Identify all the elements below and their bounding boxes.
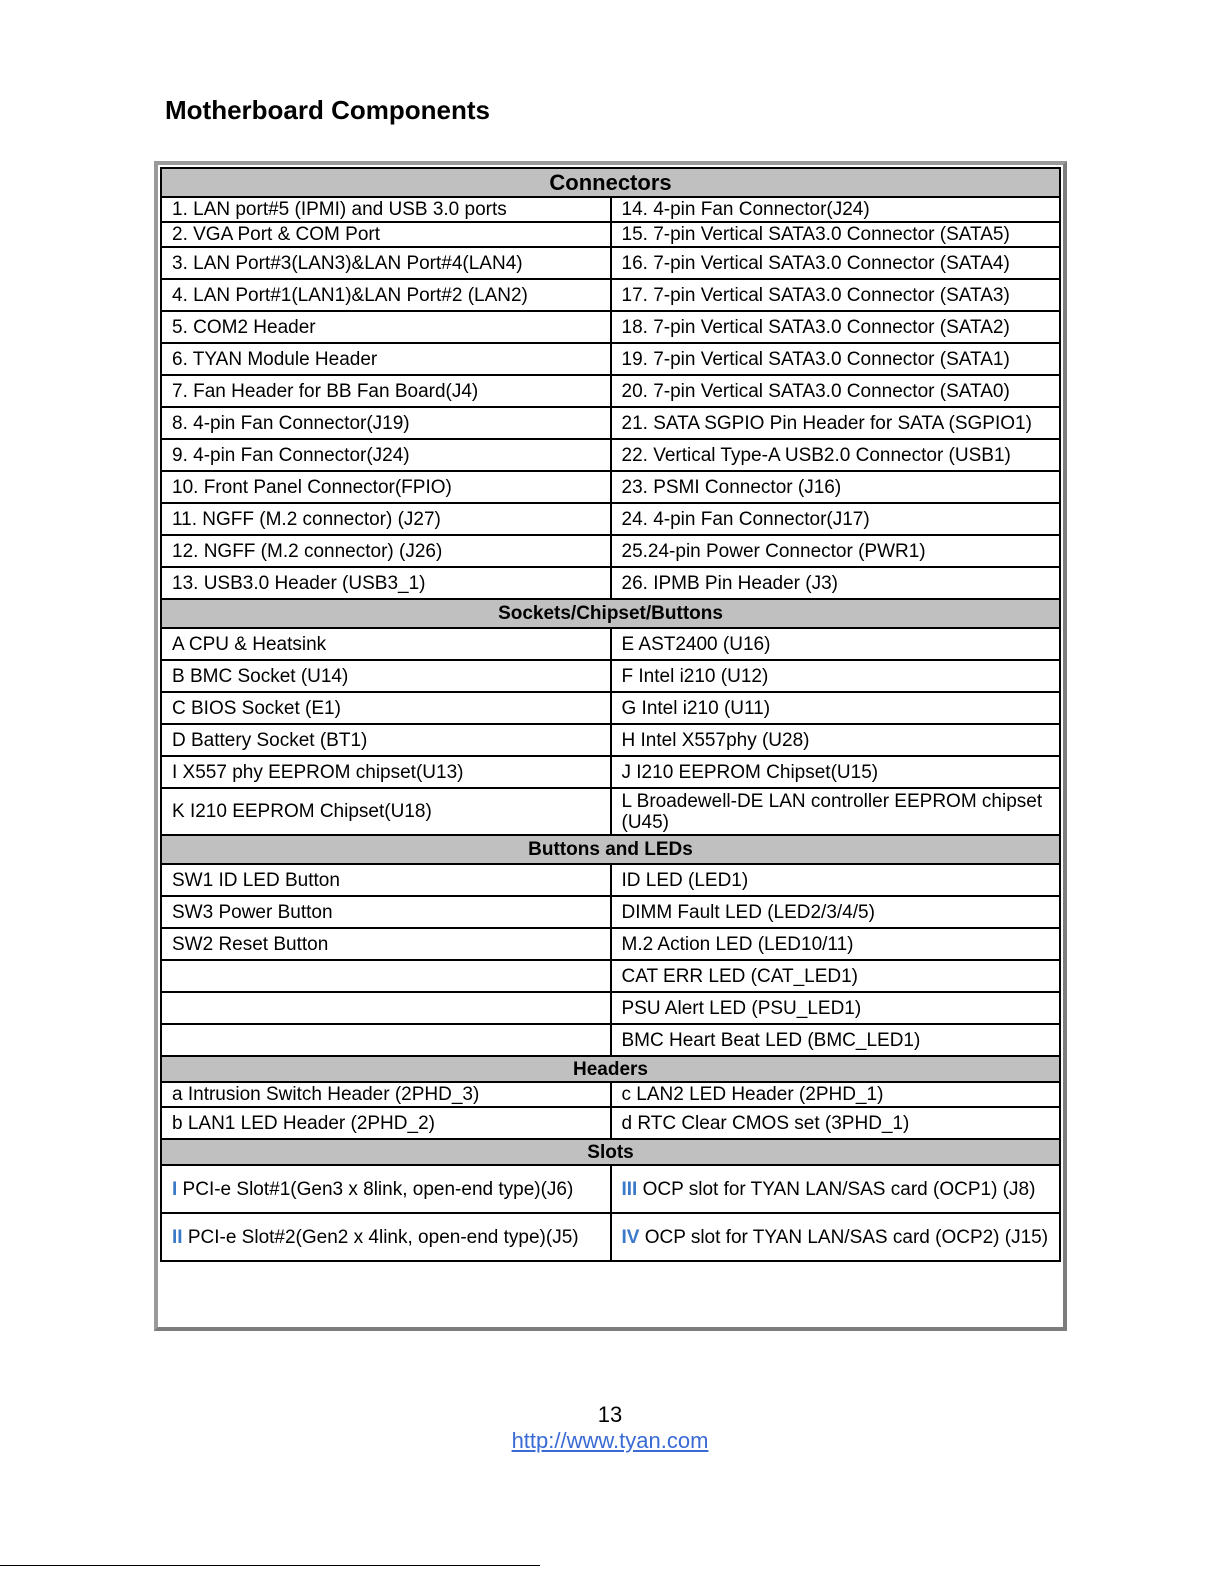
section-header-row bbox=[161, 835, 1060, 864]
table-cell: 22. Vertical Type-A USB2.0 Connector (USB1) bbox=[611, 439, 1061, 471]
table-cell bbox=[161, 1213, 611, 1261]
table-row bbox=[161, 311, 1060, 343]
table-row bbox=[161, 660, 1060, 692]
table-row bbox=[161, 375, 1060, 407]
table-cell: 13. USB3.0 Header (USB3_1) bbox=[161, 567, 611, 599]
table-cell: 21. SATA SGPIO Pin Header for SATA (SGPIO1) bbox=[611, 407, 1061, 439]
table-row bbox=[161, 535, 1060, 567]
table-cell bbox=[611, 1213, 1061, 1261]
table-cell bbox=[161, 992, 611, 1024]
tyan-website-link[interactable]: http://www.tyan.com bbox=[511, 1428, 709, 1453]
table-cell: 14. 4-pin Fan Connector(J24) bbox=[611, 197, 1061, 222]
table-cell: A CPU & Heatsink bbox=[161, 628, 611, 660]
table-cell: 19. 7-pin Vertical SATA3.0 Connector (SATA1) bbox=[611, 343, 1061, 375]
slot-marker: I bbox=[172, 1178, 178, 1200]
bottom-rule bbox=[0, 1565, 540, 1566]
slot-label: OCP slot for TYAN LAN/SAS card (OCP1) (J8) bbox=[637, 1178, 1036, 1200]
table-cell: L Broadewell-DE LAN controller EEPROM chipset (U45) bbox=[611, 788, 1061, 835]
table-cell: 20. 7-pin Vertical SATA3.0 Connector (SATA0) bbox=[611, 375, 1061, 407]
table-row bbox=[161, 1024, 1060, 1056]
slot-marker: III bbox=[621, 1178, 638, 1200]
table-cell bbox=[161, 1024, 611, 1056]
table-cell: PSU Alert LED (PSU_LED1) bbox=[611, 992, 1061, 1024]
section-header-headers: Headers bbox=[161, 1056, 1060, 1082]
table-cell: 1. LAN port#5 (IPMI) and USB 3.0 ports bbox=[161, 197, 611, 222]
table-cell: SW2 Reset Button bbox=[161, 928, 611, 960]
table-cell: K I210 EEPROM Chipset(U18) bbox=[161, 788, 611, 835]
table-cell: 23. PSMI Connector (J16) bbox=[611, 471, 1061, 503]
components-table-frame bbox=[154, 161, 1067, 1331]
table-row bbox=[161, 788, 1060, 835]
table-cell: 5. COM2 Header bbox=[161, 311, 611, 343]
table-cell: 12. NGFF (M.2 connector) (J26) bbox=[161, 535, 611, 567]
table-cell: 17. 7-pin Vertical SATA3.0 Connector (SATA3) bbox=[611, 279, 1061, 311]
section-header-row bbox=[161, 599, 1060, 628]
slot-label: PCI-e Slot#1(Gen3 x 8link, open-end type)(J6) bbox=[177, 1178, 574, 1200]
table-row bbox=[161, 928, 1060, 960]
slot-marker: IV bbox=[621, 1226, 640, 1248]
table-cell: J I210 EEPROM Chipset(U15) bbox=[611, 756, 1061, 788]
table-cell: 24. 4-pin Fan Connector(J17) bbox=[611, 503, 1061, 535]
table-row bbox=[161, 724, 1060, 756]
table-cell bbox=[161, 960, 611, 992]
table-row bbox=[161, 692, 1060, 724]
table-cell: C BIOS Socket (E1) bbox=[161, 692, 611, 724]
section-header-connectors: Connectors bbox=[161, 168, 1060, 197]
section-header-slots: Slots bbox=[161, 1139, 1060, 1165]
table-cell: F Intel i210 (U12) bbox=[611, 660, 1061, 692]
slot-marker: II bbox=[172, 1226, 183, 1248]
table-cell: G Intel i210 (U11) bbox=[611, 692, 1061, 724]
page-title: Motherboard Components bbox=[165, 95, 490, 125]
table-cell: E AST2400 (U16) bbox=[611, 628, 1061, 660]
table-cell: H Intel X557phy (U28) bbox=[611, 724, 1061, 756]
table-cell: d RTC Clear CMOS set (3PHD_1) bbox=[611, 1107, 1061, 1139]
table-row bbox=[161, 864, 1060, 896]
page-number: 13 bbox=[597, 1402, 623, 1427]
table-cell: 8. 4-pin Fan Connector(J19) bbox=[161, 407, 611, 439]
table-row bbox=[161, 503, 1060, 535]
components-table bbox=[160, 167, 1061, 1262]
table-cell: 10. Front Panel Connector(FPIO) bbox=[161, 471, 611, 503]
table-row bbox=[161, 247, 1060, 279]
table-cell: CAT ERR LED (CAT_LED1) bbox=[611, 960, 1061, 992]
section-header-sockets: Sockets/Chipset/Buttons bbox=[161, 599, 1060, 628]
table-row bbox=[161, 992, 1060, 1024]
table-row bbox=[161, 471, 1060, 503]
table-row bbox=[161, 628, 1060, 660]
table-row bbox=[161, 197, 1060, 222]
table-cell: c LAN2 LED Header (2PHD_1) bbox=[611, 1082, 1061, 1107]
table-cell: b LAN1 LED Header (2PHD_2) bbox=[161, 1107, 611, 1139]
table-row bbox=[161, 896, 1060, 928]
table-cell: I X557 phy EEPROM chipset(U13) bbox=[161, 756, 611, 788]
table-cell: 7. Fan Header for BB Fan Board(J4) bbox=[161, 375, 611, 407]
table-row bbox=[161, 343, 1060, 375]
table-cell bbox=[611, 1165, 1061, 1213]
table-cell: 6. TYAN Module Header bbox=[161, 343, 611, 375]
table-cell: 18. 7-pin Vertical SATA3.0 Connector (SATA2) bbox=[611, 311, 1061, 343]
table-row bbox=[161, 567, 1060, 599]
table-row bbox=[161, 279, 1060, 311]
table-cell: M.2 Action LED (LED10/11) bbox=[611, 928, 1061, 960]
table-row bbox=[161, 407, 1060, 439]
table-cell bbox=[161, 1165, 611, 1213]
table-row bbox=[161, 1082, 1060, 1107]
table-row bbox=[161, 756, 1060, 788]
table-cell: SW3 Power Button bbox=[161, 896, 611, 928]
table-cell: a Intrusion Switch Header (2PHD_3) bbox=[161, 1082, 611, 1107]
table-row bbox=[161, 222, 1060, 247]
table-cell: 26. IPMB Pin Header (J3) bbox=[611, 567, 1061, 599]
table-cell: D Battery Socket (BT1) bbox=[161, 724, 611, 756]
slot-label: PCI-e Slot#2(Gen2 x 4link, open-end type)(J5) bbox=[182, 1226, 579, 1248]
table-cell: DIMM Fault LED (LED2/3/4/5) bbox=[611, 896, 1061, 928]
table-row bbox=[161, 1107, 1060, 1139]
section-header-row bbox=[161, 1139, 1060, 1165]
table-row bbox=[161, 1165, 1060, 1213]
table-cell: 11. NGFF (M.2 connector) (J27) bbox=[161, 503, 611, 535]
slot-label: OCP slot for TYAN LAN/SAS card (OCP2) (J15) bbox=[639, 1226, 1049, 1248]
footer-link-container bbox=[0, 1428, 1220, 1454]
table-cell: 9. 4-pin Fan Connector(J24) bbox=[161, 439, 611, 471]
table-row bbox=[161, 960, 1060, 992]
table-cell: 3. LAN Port#3(LAN3)&LAN Port#4(LAN4) bbox=[161, 247, 611, 279]
table-row bbox=[161, 439, 1060, 471]
section-header-row bbox=[161, 1056, 1060, 1082]
table-cell: 4. LAN Port#1(LAN1)&LAN Port#2 (LAN2) bbox=[161, 279, 611, 311]
table-row bbox=[161, 1213, 1060, 1261]
table-cell: 2. VGA Port & COM Port bbox=[161, 222, 611, 247]
section-header-buttons-leds: Buttons and LEDs bbox=[161, 835, 1060, 864]
table-cell: SW1 ID LED Button bbox=[161, 864, 611, 896]
section-header-row bbox=[161, 168, 1060, 197]
table-cell: BMC Heart Beat LED (BMC_LED1) bbox=[611, 1024, 1061, 1056]
table-cell: 16. 7-pin Vertical SATA3.0 Connector (SATA4) bbox=[611, 247, 1061, 279]
table-cell: B BMC Socket (U14) bbox=[161, 660, 611, 692]
table-cell: ID LED (LED1) bbox=[611, 864, 1061, 896]
table-cell: 15. 7-pin Vertical SATA3.0 Connector (SATA5) bbox=[611, 222, 1061, 247]
table-cell: 25.24-pin Power Connector (PWR1) bbox=[611, 535, 1061, 567]
